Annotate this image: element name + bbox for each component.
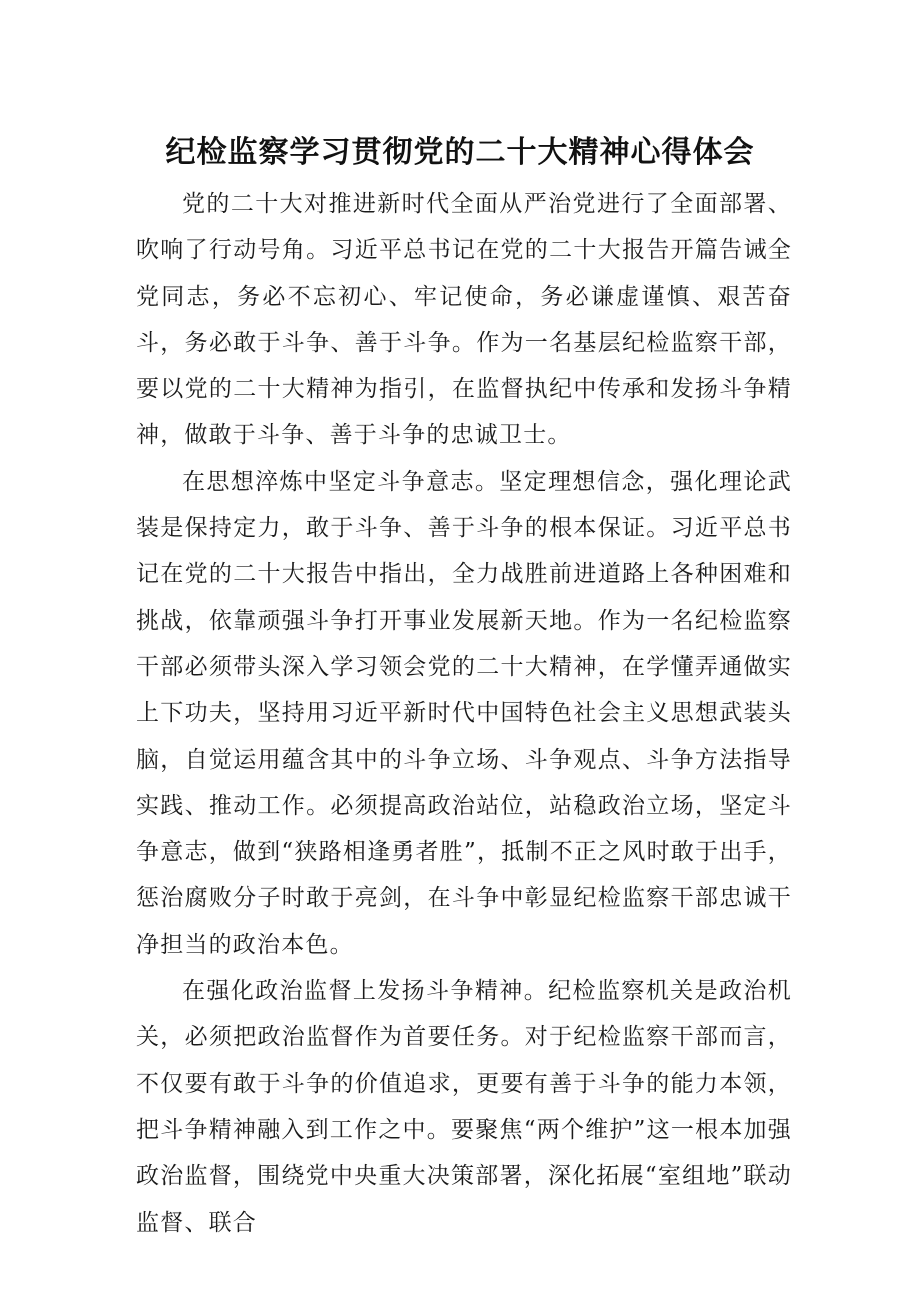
document-title: 纪检监察学习贯彻党的二十大精神心得体会 (165, 135, 755, 170)
document-body (136, 181, 792, 1246)
paragraph: 在思想淬炼中坚定斗争意志。坚定理想信念，强化理论武装是保持定力，敢于斗争、善于斗争的根本保证。习近平总书记在党的二十大报告中指出，全力战胜前进道路上各种困难和挑战，依靠顽强斗争打开事业发展新天地。作为一名纪检监察干部必须带头深入学习领会党的二十大精神，在学懂弄通做实上下功夫，坚持用习近平新时代中国特色社会主义思想武装头脑，自觉运用蕴含其中的斗争立场、斗争观点、斗争方法指导实践、推动工作。必须提高政治站位，站稳政治立场，坚定斗争意志，做到“狭路相逢勇者胜”，抵制不正之风时敢于出手，惩治腐败分子时敢于亮剑，在斗争中彰显纪检监察干部忠诚干净担当的政治本色。 (136, 468, 792, 958)
paragraph: 在强化政治监督上发扬斗争精神。纪检监察机关是政治机关，必须把政治监督作为首要任务。对于纪检监察干部而言，不仅要有敢于斗争的价值追求，更要有善于斗争的能力本领，把斗争精神融入到工作之中。要聚焦“两个维护”这一根本加强政治监督，围绕党中央重大决策部署，深化拓展“室组地”联动监督、联合 (136, 978, 792, 1236)
paragraph: 党的二十大对推进新时代全面从严治党进行了全面部署、吹响了行动号角。习近平总书记在党的二十大报告开篇告诫全党同志，务必不忘初心、牢记使命，务必谦虚谨慎、艰苦奋斗，务必敢于斗争、善于斗争。作为一名基层纪检监察干部，要以党的二十大精神为指引，在监督执纪中传承和发扬斗争精神，做敢于斗争、善于斗争的忠诚卫士。 (136, 191, 792, 449)
